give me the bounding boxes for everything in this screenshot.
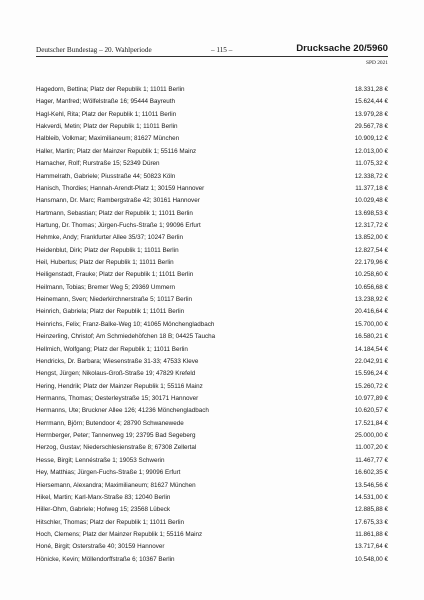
list-item — [36, 356, 388, 368]
list-item — [36, 381, 388, 393]
donation-amount: 25.000,00 € — [354, 432, 388, 440]
donor-name-address: Hamacher, Rolf; Rurstraße 15; 52349 Düren — [36, 160, 160, 168]
donor-name-address: Hikel, Martin; Karl-Marx-Straße 83; 12040 Berlin — [36, 493, 171, 501]
donor-name-address: Hey, Matthias; Jürgen-Fuchs-Straße 1; 99096 Erfurt — [36, 469, 181, 477]
donor-name-address: Hesse, Birgit; Lennéstraße 1; 19053 Schwerin — [36, 456, 165, 464]
donor-name-address: Haller, Martin; Platz der Mainzer Republik 1; 55116 Mainz — [36, 147, 197, 155]
donation-amount: 18.331,28 € — [354, 86, 388, 93]
donor-name-address: Hagedorn, Bettina; Platz der Republik 1; 11011 Berlin — [36, 86, 185, 93]
donation-amount: 15.700,00 € — [354, 320, 388, 328]
list-item — [36, 245, 388, 257]
donor-name-address: Hönicke, Kevin; Möllendorffstraße 6; 10367 Berlin — [36, 555, 175, 563]
list-item — [36, 331, 388, 343]
donor-name-address: Heiligenstadt, Frauke; Platz der Republik 1; 11011 Berlin — [36, 271, 194, 279]
donor-name-address: Heinemann, Sven; Niederkirchnerstraße 5; 10117 Berlin — [36, 296, 192, 304]
donation-amount: 15.596,24 € — [354, 370, 388, 378]
donation-amount: 14.531,00 € — [354, 493, 388, 501]
donor-name-address: Hengst, Jürgen; Nikolaus-Groß-Straße 19; 47829 Krefeld — [36, 370, 196, 378]
list-item — [36, 158, 388, 170]
list-item — [36, 319, 388, 331]
list-item — [36, 418, 388, 430]
list-item — [36, 232, 388, 244]
donation-list — [36, 84, 388, 566]
donor-name-address: Herrmann, Björn; Butendoor 4; 28790 Schwanewede — [36, 419, 184, 427]
page-header — [36, 43, 388, 55]
donation-amount: 10.548,00 € — [354, 555, 388, 563]
list-item — [36, 208, 388, 220]
list-item — [36, 430, 388, 442]
donation-amount: 11.861,88 € — [355, 530, 388, 538]
donor-name-address: Herrnberger, Peter; Tannenweg 19; 23795 Bad Segeberg — [36, 432, 196, 440]
donor-name-address: Hartmann, Sebastian; Platz der Republik 1; 11011 Berlin — [36, 209, 193, 217]
donor-name-address: Hagl-Kehl, Rita; Platz der Republik 1; 11011 Berlin — [36, 110, 177, 118]
donation-amount: 11.377,18 € — [355, 184, 388, 192]
page-number: – 115 – — [211, 46, 233, 54]
list-item — [36, 257, 388, 269]
donor-name-address: Hering, Hendrik; Platz der Mainzer Republik 1; 55116 Mainz — [36, 382, 203, 390]
list-item — [36, 96, 388, 108]
donor-name-address: Hermanns, Thomas; Oesterleystraße 15; 30171 Hannover — [36, 394, 199, 402]
list-item — [36, 294, 388, 306]
donor-name-address: Herzog, Gustav; Niederschlesienstraße 8; 67308 Zellertal — [36, 444, 197, 452]
party-year-label: SPD 2021 — [365, 60, 388, 66]
donation-amount: 15.624,44 € — [354, 98, 388, 106]
list-item — [36, 554, 388, 566]
list-item — [36, 133, 388, 145]
donation-amount: 11.007,20 € — [355, 444, 388, 452]
donor-name-address: Hiller-Ohm, Gabriele; Hofweg 15; 23568 Lübeck — [36, 506, 171, 514]
donation-amount: 10.909,12 € — [354, 135, 388, 143]
donor-name-address: Hansmann, Dr. Marc; Rambergstraße 42; 30161 Hannover — [36, 197, 200, 205]
list-item — [36, 220, 388, 232]
donation-amount: 10.656,68 € — [354, 283, 388, 291]
donor-name-address: Hellmich, Wolfgang; Platz der Republik 1; 11011 Berlin — [36, 345, 188, 353]
donation-amount: 10.258,60 € — [354, 271, 388, 279]
list-item — [36, 282, 388, 294]
donor-name-address: Hehmke, Andy; Frankfurter Allee 35/37; 10247 Berlin — [36, 234, 184, 242]
list-item — [36, 442, 388, 454]
list-item — [36, 480, 388, 492]
donor-name-address: Heilmann, Tobias; Bremer Weg 5; 29369 Ummern — [36, 283, 176, 291]
document-number: Drucksache 20/5960 — [296, 43, 388, 54]
donor-name-address: Halbleib, Volkmar; Maximilianeum; 81627 München — [36, 135, 180, 143]
donation-amount: 14.184,54 € — [354, 345, 388, 353]
donor-name-address: Hoch, Clemens; Platz der Mainzer Republik 1; 55116 Mainz — [36, 530, 203, 538]
donation-amount: 12.338,72 € — [354, 172, 388, 180]
parliament-label: Deutscher Bundestag – 20. Wahlperiode — [36, 46, 152, 54]
donation-amount: 13.852,00 € — [354, 234, 388, 242]
list-item — [36, 121, 388, 133]
list-item — [36, 195, 388, 207]
donation-amount: 11.467,77 € — [355, 456, 388, 464]
donation-amount: 12.885,88 € — [354, 506, 388, 514]
donation-amount: 13.717,64 € — [354, 543, 388, 551]
list-item — [36, 269, 388, 281]
list-item — [36, 529, 388, 541]
donation-amount: 16.580,21 € — [354, 333, 388, 341]
donation-amount: 10.977,89 € — [354, 394, 388, 402]
donation-amount: 20.416,64 € — [354, 308, 388, 316]
donor-name-address: Hitschler, Thomas; Platz der Republik 1; 11011 Berlin — [36, 518, 185, 526]
donor-name-address: Hakverdi, Metin; Platz der Republik 1; 11011 Berlin — [36, 123, 178, 131]
donor-name-address: Hammelrath, Gabriele; Piusstraße 44; 50823 Köln — [36, 172, 176, 180]
donation-amount: 12.013,00 € — [354, 147, 388, 155]
donation-amount: 16.602,35 € — [354, 469, 388, 477]
donor-name-address: Hager, Manfred; Wölfelstraße 16; 95444 Bayreuth — [36, 98, 175, 106]
list-item — [36, 541, 388, 553]
list-item — [36, 455, 388, 467]
list-item — [36, 84, 388, 96]
donor-name-address: Heinrichs, Felix; Franz-Balke-Weg 10; 41065 Mönchengladbach — [36, 320, 215, 328]
donor-name-address: Honé, Birgit; Osterstraße 40; 30159 Hannover — [36, 543, 165, 551]
donation-amount: 13.698,53 € — [354, 209, 388, 217]
donation-amount: 12.317,72 € — [354, 221, 388, 229]
donation-amount: 17.675,33 € — [354, 518, 388, 526]
donation-amount: 17.521,84 € — [354, 419, 388, 427]
donor-name-address: Hartung, Dr. Thomas; Jürgen-Fuchs-Straße 1; 99096 Erfurt — [36, 221, 201, 229]
header-divider — [36, 56, 388, 57]
list-item — [36, 504, 388, 516]
donation-amount: 13.238,92 € — [354, 296, 388, 304]
donor-name-address: Hendricks, Dr. Barbara; Wiesenstraße 31-33; 47533 Kleve — [36, 357, 199, 365]
list-item — [36, 171, 388, 183]
list-item — [36, 517, 388, 529]
donation-amount: 12.827,54 € — [354, 246, 388, 254]
donation-amount: 22.179,96 € — [354, 259, 388, 267]
donor-name-address: Hiersemann, Alexandra; Maximilianeum; 81627 München — [36, 481, 196, 489]
list-item — [36, 344, 388, 356]
list-item — [36, 368, 388, 380]
donation-amount: 15.260,72 € — [354, 382, 388, 390]
donation-amount: 13.979,28 € — [354, 110, 388, 118]
list-item — [36, 183, 388, 195]
donor-name-address: Heidenblut, Dirk; Platz der Republik 1; 11011 Berlin — [36, 246, 179, 254]
list-item — [36, 146, 388, 158]
donation-amount: 13.546,56 € — [354, 481, 388, 489]
list-item — [36, 405, 388, 417]
list-item — [36, 492, 388, 504]
donor-name-address: Hanisch, Thordies; Hannah-Arendt-Platz 1; 30159 Hannover — [36, 184, 205, 192]
list-item — [36, 467, 388, 479]
donation-amount: 22.042,91 € — [354, 357, 388, 365]
donation-amount: 11.075,32 € — [355, 160, 388, 168]
donor-name-address: Hermanns, Ute; Bruckner Allee 126; 41236 Mönchengladbach — [36, 407, 209, 415]
donation-amount: 29.567,78 € — [354, 123, 388, 131]
donation-amount: 10.029,48 € — [354, 197, 388, 205]
list-item — [36, 109, 388, 121]
list-item — [36, 393, 388, 405]
donation-amount: 10.620,57 € — [354, 407, 388, 415]
donor-name-address: Heinrich, Gabriela; Platz der Republik 1; 11011 Berlin — [36, 308, 185, 316]
list-item — [36, 306, 388, 318]
donor-name-address: Heinzerling, Christof; Am Schmiedehöfchen 18 B; 04425 Taucha — [36, 333, 216, 341]
donor-name-address: Heil, Hubertus; Platz der Republik 1; 11011 Berlin — [36, 259, 174, 267]
